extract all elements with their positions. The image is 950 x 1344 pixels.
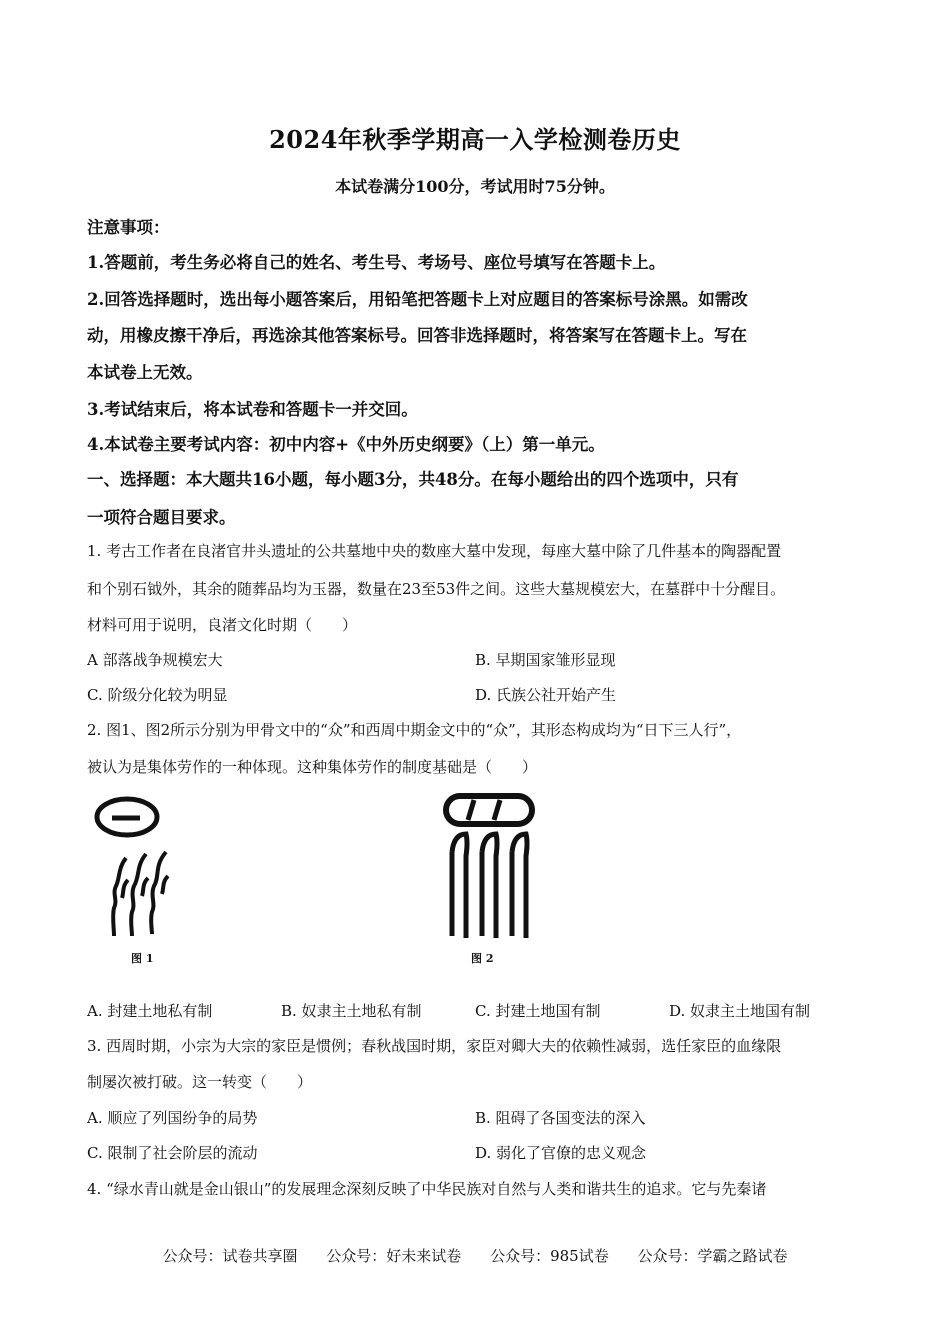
question-2-text: 被认为是集体劳作的一种体现。这种集体劳作的制度基础是（ ）: [87, 758, 538, 776]
q1-option-b: B. 早期国家雏形显现: [475, 651, 616, 669]
q3-option-b: B. 阻碍了各国变法的深入: [475, 1109, 646, 1127]
question-3-text: 3. 西周时期，小宗为大宗的家臣是惯例；春秋战国时期，家臣对卿大夫的依赖性减弱，选任家臣的血缘限: [87, 1037, 782, 1055]
footer-item: 公众号：985试卷: [490, 1247, 609, 1265]
q2-option-a: A. 封建土地私有制: [87, 1002, 213, 1020]
question-4-text: 4. “绿水青山就是金山银山”的发展理念深刻反映了中华民族对自然与人类和谐共生的追求。它与先秦诸: [87, 1180, 767, 1198]
notice-line: 本试卷上无效。: [87, 363, 203, 382]
section-heading-cont: 一项符合题目要求。: [87, 508, 236, 527]
notice-line: 4.本试卷主要考试内容：初中内容+《中外历史纲要》（上）第一单元。: [87, 435, 605, 454]
question-1-text: 1. 考古工作者在良渚官井头遗址的公共墓地中央的数座大墓中发现，每座大墓中除了几件基本的陶器配置: [87, 542, 782, 560]
footer: [0, 1245, 950, 1266]
notice-line: 3.考试结束后，将本试卷和答题卡一并交回。: [87, 400, 418, 419]
q2-option-b: B. 奴隶主土地私有制: [281, 1002, 422, 1020]
q2-option-d: D. 奴隶主土地国有制: [669, 1002, 811, 1020]
q1-option-d: D. 氏族公社开始产生: [475, 686, 617, 704]
q3-option-c: C. 限制了社会阶层的流动: [87, 1144, 258, 1162]
notice-heading: 注意事项：: [87, 218, 170, 237]
q1-option-a: A 部落战争规模宏大: [87, 651, 223, 669]
question-3-text: 制屡次被打破。这一转变（ ）: [87, 1073, 313, 1091]
question-1-text: 材料可用于说明，良渚文化时期（ ）: [87, 616, 358, 634]
figure-2-caption: 图 2: [471, 952, 494, 965]
q2-option-c: C. 封建土地国有制: [475, 1002, 601, 1020]
figure-2-bronze-glyph: [440, 790, 540, 945]
exam-subtitle: 本试卷满分100分，考试用时75分钟。: [335, 177, 615, 196]
notice-line: 2.回答选择题时，选出每小题答案后，用铅笔把答题卡上对应题目的答案标号涂黑。如需改: [87, 290, 748, 309]
q3-option-a: A. 顺应了列国纷争的局势: [87, 1109, 258, 1127]
question-1-text: 和个别石钺外，其余的随葬品均为玉器，数量在23至53件之间。这些大墓规模宏大，在墓群中十分醒目。: [87, 580, 786, 598]
notice-line: 1.答题前，考生务必将自己的姓名、考生号、考场号、座位号填写在答题卡上。: [87, 253, 666, 272]
section-heading: 一、选择题：本大题共16小题，每小题3分，共48分。在每小题给出的四个选项中，只有: [87, 470, 739, 489]
notice-line: 动，用橡皮擦干净后，再选涂其他答案标号。回答非选择题时，将答案写在答题卡上。写在: [87, 326, 747, 345]
figure-1-oracle-glyph: [88, 790, 178, 940]
page-title: 2024年秋季学期高一入学检测卷历史: [269, 125, 681, 154]
footer-item: 公众号：试卷共享圈: [162, 1247, 298, 1265]
figure-1-caption: 图 1: [131, 952, 154, 965]
question-2-text: 2. 图1、图2所示分别为甲骨文中的“众”和西周中期金文中的“众”，其形态构成均为“日下三人行”，: [87, 721, 742, 739]
footer-item: 公众号：学霸之路试卷: [637, 1247, 788, 1265]
q1-option-c: C. 阶级分化较为明显: [87, 686, 228, 704]
footer-item: 公众号：好未来试卷: [326, 1247, 462, 1265]
q3-option-d: D. 弱化了官僚的忠义观念: [475, 1144, 647, 1162]
